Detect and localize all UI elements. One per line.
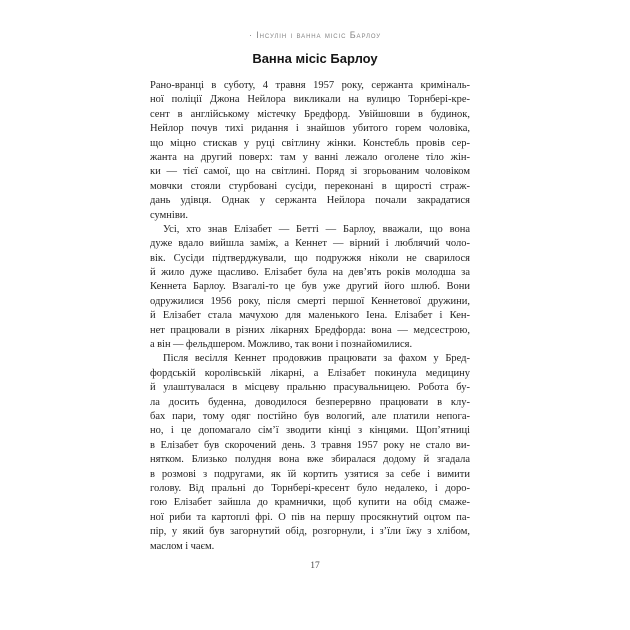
- text-line: ної риби та картоплі фрі. О пів на першу просякнутий оцтом па-: [150, 511, 470, 523]
- text-line: нет працювали в різних лікарнях Бредфорда: вона — медсестрою,: [150, 324, 470, 336]
- text-line: що міцно стискав у руці світлину жінки. Констебль провів сер-: [150, 137, 470, 149]
- paragraph: [150, 79, 470, 223]
- text-line: Усі, хто знав Елізабет — Бетті — Барлоу, вважали, що вона: [163, 223, 470, 235]
- paragraph: [150, 352, 470, 553]
- text-line: жанта на другий поверх: там у ванні лежало оголене тіло жін-: [150, 151, 470, 163]
- text-line: нятком. Близько полудня вона вже збиралася додому й згадала: [150, 454, 470, 466]
- text-line: Рано-вранці в суботу, 4 травня 1957 року, сержанта криміналь-: [150, 80, 470, 91]
- text-line: мовчки стояли стурбовані сусіди, переконані в щирості страж-: [150, 180, 470, 192]
- text-line: й улаштувалася в місцеву пральню прасувальницею. Робота бу-: [150, 382, 470, 394]
- text-line: ної поліції Джона Нейлора викликали на вулицю Торнбері-кре-: [150, 94, 470, 106]
- text-line: Після весілля Кеннет продовжив працювати за фахом у Бред-: [163, 353, 470, 365]
- text-line: вік. Сусіди підтверджували, що подружжя ніколи не сварилося: [150, 252, 470, 264]
- text-line: Кеннета Барлоу. Взагалі-то це був уже другий його шлюб. Вони: [150, 281, 470, 293]
- text-line: й Елізабет стала мачухою для маленького Іена. Елізабет і Кен-: [150, 310, 470, 322]
- text-line: сент в англійському містечку Бредфорд. Увійшовши в будинок,: [150, 108, 470, 120]
- page-number: 17: [310, 561, 320, 571]
- text-line: й жило дуже щасливо. Елізабет була на дев’ять років молодша за: [150, 267, 470, 279]
- text-line: ла досить буденна, доводилося безперервно працювати в клу-: [150, 396, 470, 408]
- text-line: ки — тієї самої, що на світлині. Поряд зі згорьованим чоловіком: [150, 166, 470, 178]
- text-line: пір, у який був загорнутий обід, розгорнули, і з’їли їжу з хлібом,: [150, 526, 470, 538]
- paragraph: [150, 223, 470, 353]
- text-line: сумніви.: [150, 209, 189, 221]
- body-text: [150, 79, 470, 554]
- text-line: в Елізабет був скорочений день. 3 травня 1957 року не стало ви-: [150, 439, 470, 451]
- text-line: одружилися 1956 року, після смерті першої Кеннетової дружини,: [150, 295, 470, 307]
- text-line: бах пари, тому одяг постійно був вологий, але платили непога-: [150, 410, 470, 422]
- text-line: Нейлор почув тихі ридання і знайшов убитого горем чоловіка,: [150, 123, 470, 135]
- text-line: дуже вдало вийшла заміж, а Кеннет — вірний і люблячий чоло-: [150, 238, 470, 250]
- chapter-title: Ванна місіс Барлоу: [252, 51, 378, 66]
- text-line: а він — фельдшером. Можливо, так вони і познайомилися.: [150, 339, 413, 351]
- text-line: фордській королівській лікарні, а Елізабет покинула медицину: [150, 367, 470, 379]
- running-header: · Інсулін і ванна місіс Барлоу: [248, 30, 381, 40]
- text-line: маслом і чаєм.: [150, 540, 215, 552]
- text-line: но, і це допомагало сім’ї зводити кінці з кінцями. Щоп’ятниці: [150, 425, 470, 437]
- text-line: дань удівця. Однак у сержанта Нейлора почали закрадатися: [150, 195, 470, 207]
- text-line: гою Елізабет зайшла до крамнички, щоб купити на обід смаже-: [150, 497, 470, 509]
- text-line: в розмові з подругами, як їй кортить узятися за себе і вимити: [150, 468, 470, 480]
- text-line: голову. Від пральні до Торнбері-кресент було недалеко, і доро-: [150, 482, 470, 494]
